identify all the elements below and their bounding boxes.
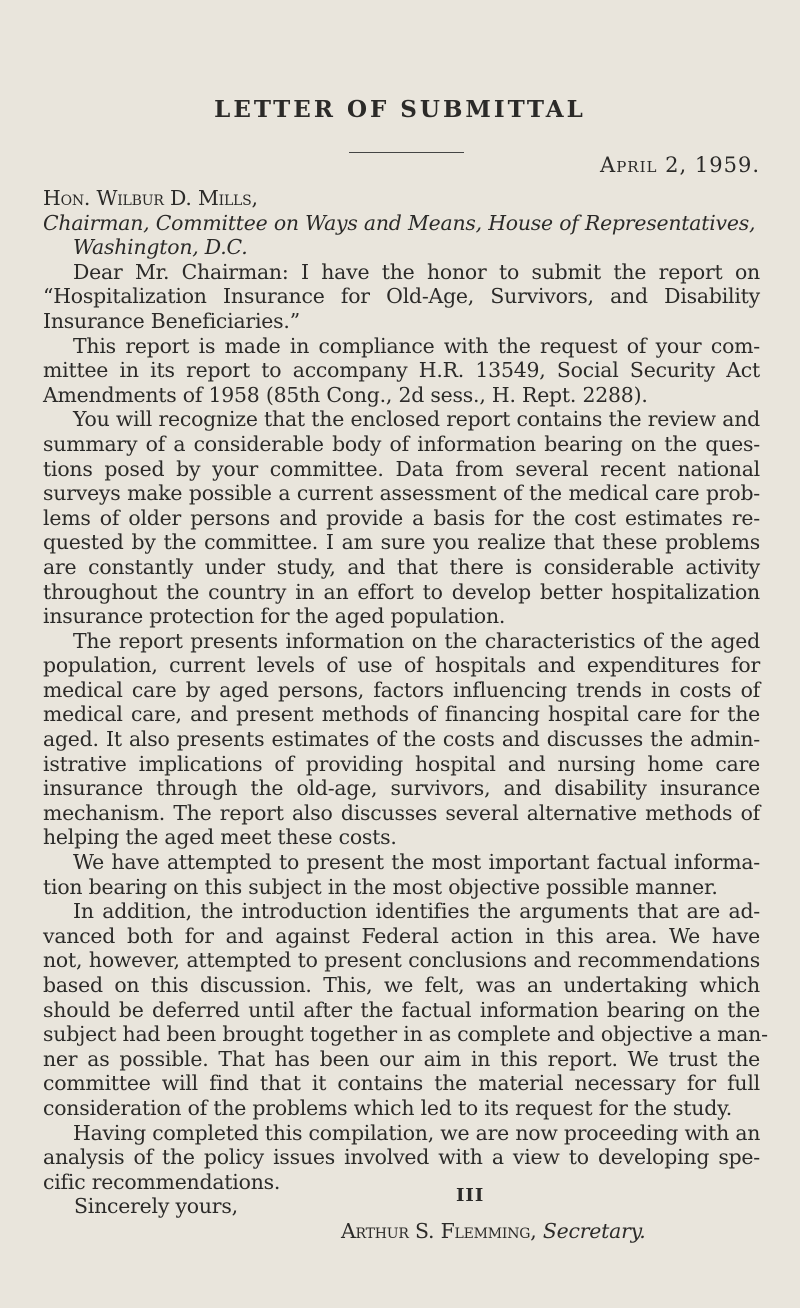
body-line: insurance protection for the aged population.	[43, 604, 506, 629]
body-line: In addition, the introduction identifies the arguments that are ad-	[73, 899, 760, 924]
body-line: You will recognize that the enclosed report contains the review and	[73, 407, 760, 432]
body-line: Having completed this compilation, we are now proceeding with an	[73, 1120, 761, 1145]
body-line: helping the aged meet these costs.	[43, 825, 397, 850]
body-line: not, however, attempted to present conclusions and recommendations	[43, 948, 760, 973]
addressee-name: Hon. Wilbur D. Mills,	[43, 186, 258, 210]
body-line: are constantly under study, and that there is considerable activity	[43, 554, 760, 579]
body-line: should be deferred until after the factual information bearing on the	[43, 997, 760, 1022]
body-line: lems of older persons and provide a basis for the cost estimates re-	[43, 505, 760, 530]
body-line: Insurance Beneficiaries.”	[43, 308, 300, 333]
body-line: Amendments of 1958 (85th Cong., 2d sess., H. Rept. 2288).	[43, 382, 648, 407]
body-line: summary of a considerable body of information bearing on the ques-	[43, 431, 760, 456]
letter-body	[43, 186, 768, 1244]
body-line: medical care, and present methods of financing hospital care for the	[43, 702, 760, 727]
signatory-name: Arthur S. Flemming,	[341, 1218, 537, 1243]
body-line: vanced both for and against Federal action in this area. We have	[43, 923, 760, 948]
body-line: mechanism. The report also discusses several alternative methods of	[43, 800, 760, 825]
body-line: consideration of the problems which led to its request for the study.	[43, 1095, 732, 1120]
body-line: surveys make possible a current assessment of the medical care prob-	[43, 481, 760, 506]
body-line: Dear Mr. Chairman: I have the honor to submit the report on	[73, 259, 760, 284]
addressee-location: Washington, D.C.	[73, 235, 248, 260]
letter-heading: LETTER OF SUBMITTAL	[214, 96, 586, 123]
body-line: subject had been brought together in as complete and objective a man-	[43, 1022, 768, 1047]
body-line: cific recommendations.	[43, 1169, 281, 1194]
body-line: ner as possible. That has been our aim in this report. We trust the	[43, 1046, 760, 1071]
letter-paragraphs	[43, 259, 768, 1195]
letter-date: April 2, 1959.	[600, 153, 760, 177]
body-line: This report is made in compliance with the request of your com-	[73, 333, 760, 358]
body-line: We have attempted to present the most important factual informa-	[73, 850, 760, 875]
body-line: throughout the country in an effort to develop better hospitalization	[43, 579, 760, 604]
heading-rule	[349, 152, 464, 153]
body-line: aged. It also presents estimates of the costs and discusses the admin-	[43, 727, 760, 752]
body-line: The report presents information on the characteristics of the aged	[73, 628, 760, 653]
body-line: istrative implications of providing hospital and nursing home care	[43, 751, 760, 776]
body-line: population, current levels of use of hospitals and expenditures for	[43, 653, 760, 678]
body-line: medical care by aged persons, factors influencing trends in costs of	[43, 677, 760, 702]
addressee-title: Chairman, Committee on Ways and Means, House of Representatives,	[43, 210, 756, 235]
body-line: “Hospitalization Insurance for Old-Age, Survivors, and Disability	[43, 284, 760, 309]
body-line: analysis of the policy issues involved with a view to developing spe-	[43, 1145, 760, 1170]
signatory-title: Secretary.	[542, 1218, 646, 1243]
page-number: III	[456, 1185, 485, 1206]
body-line: mittee in its report to accompany H.R. 13549, Social Security Act	[43, 358, 760, 383]
signature-line	[43, 1219, 760, 1244]
body-line: tion bearing on this subject in the most objective possible manner.	[43, 874, 718, 899]
body-line: insurance through the old-age, survivors, and disability insurance	[43, 776, 760, 801]
body-line: tions posed by your committee. Data from several recent national	[43, 456, 760, 481]
closing: Sincerely yours,	[74, 1194, 238, 1219]
body-line: quested by the committee. I am sure you realize that these problems	[43, 530, 760, 555]
body-line: committee will find that it contains the material necessary for full	[43, 1071, 760, 1096]
body-line: based on this discussion. This, we felt, was an undertaking which	[43, 973, 760, 997]
